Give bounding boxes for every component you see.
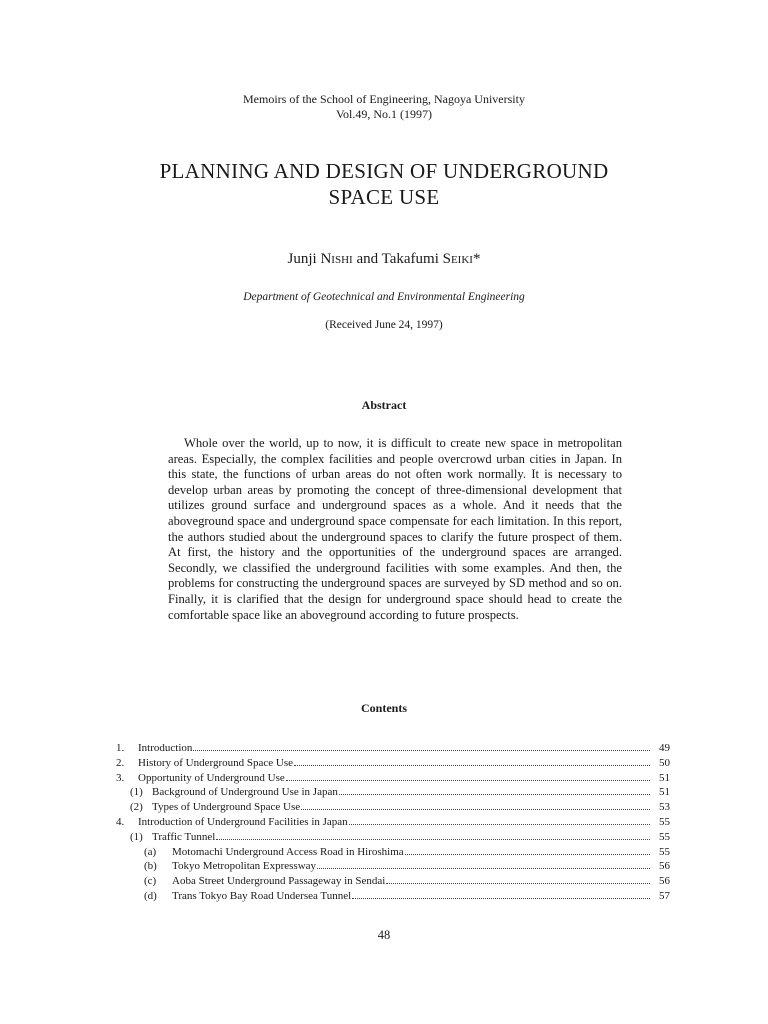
table-of-contents xyxy=(116,741,670,904)
toc-item-label: Opportunity of Underground Use xyxy=(138,771,285,784)
toc-item xyxy=(116,859,670,874)
toc-item-label: Introduction xyxy=(138,742,193,754)
toc-item-page: 55 xyxy=(659,830,670,843)
abstract-heading: Abstract xyxy=(361,398,407,412)
toc-leader-dots xyxy=(294,764,650,766)
toc-item xyxy=(116,800,670,815)
toc-item-number: 2. xyxy=(116,756,125,769)
toc-item-label: Aoba Street Underground Passageway in Sendai xyxy=(172,875,386,888)
toc-item-page: 51 xyxy=(659,786,670,799)
author-footnote-mark: * xyxy=(472,251,481,267)
toc-leader-dots xyxy=(349,823,650,825)
toc-leader-dots xyxy=(317,867,650,869)
toc-item-page: 49 xyxy=(659,742,670,754)
toc-item-label: Motomachi Underground Access Road in Hiroshima xyxy=(172,845,404,858)
toc-item-page: 50 xyxy=(659,756,670,769)
toc-leader-dots xyxy=(216,838,650,840)
author-line xyxy=(0,250,768,268)
toc-leader-dots xyxy=(193,749,650,751)
toc-leader-dots xyxy=(339,793,650,795)
toc-item xyxy=(116,741,670,756)
title-line-2: SPACE USE xyxy=(328,185,440,209)
author-and: and xyxy=(356,251,379,267)
toc-item-page: 53 xyxy=(659,801,670,814)
toc-item-page: 56 xyxy=(659,860,670,873)
journal-volume: Vol.49, No.1 (1997) xyxy=(335,107,433,121)
toc-leader-dots xyxy=(301,808,650,810)
toc-item xyxy=(116,830,670,845)
toc-leader-dots xyxy=(386,882,650,884)
toc-item-number: 4. xyxy=(116,815,125,828)
abstract-text: Whole over the world, up to now, it is difficult to create new space in metropolitan areas. Especially, the complex facilities and people overcrowd urban cities in Japan. In this state, the functions of urban areas do not often work normally. It is necessary to develop urban areas by promoting the concept of three-dimensional development that utilizes ground surface and underground spaces as a whole. And it needs that the aboveground space and underground space compensate for each limitation. In this report, the authors studied about the underground spaces to clarify the future prospect of them. At first, the history and the opportunities of the underground spaces are arranged. Secondly, we classified the underground facilities with some examples. And then, the problems for constructing the underground spaces are surveyed by SD method and so on. Finally, it is clarified that the design for underground space should head to create the comfortable space like an aboveground according to future prospects. xyxy=(168,436,622,622)
toc-item xyxy=(116,815,670,830)
toc-item-number: (1) xyxy=(130,830,143,843)
author-2-first: Takafumi xyxy=(381,251,439,267)
toc-item-number: (2) xyxy=(130,801,143,814)
toc-item-label: Traffic Tunnel xyxy=(152,830,216,843)
contents-heading: Contents xyxy=(360,701,407,715)
toc-item-page: 57 xyxy=(659,889,670,902)
toc-item-page: 51 xyxy=(659,771,670,784)
journal-name: Memoirs of the School of Engineering, Nagoya University xyxy=(243,92,525,106)
toc-item-page: 55 xyxy=(659,845,670,858)
toc-item xyxy=(116,874,670,889)
toc-item xyxy=(116,756,670,771)
toc-item-label: Tokyo Metropolitan Expressway xyxy=(172,860,317,873)
toc-item xyxy=(116,845,670,860)
title-line-1: PLANNING AND DESIGN OF UNDERGROUND xyxy=(159,159,609,183)
toc-item-label: Trans Tokyo Bay Road Undersea Tunnel xyxy=(172,889,352,902)
toc-leader-dots xyxy=(352,897,650,899)
paper-title xyxy=(0,158,768,210)
toc-item-number: (d) xyxy=(144,889,157,902)
journal-header xyxy=(0,92,768,122)
toc-item-label: History of Underground Space Use xyxy=(138,756,293,769)
toc-item-number: 3. xyxy=(116,771,125,784)
toc-item-number: (1) xyxy=(130,786,143,799)
toc-item-page: 56 xyxy=(659,875,670,888)
toc-leader-dots xyxy=(405,853,650,855)
toc-item-label: Types of Underground Space Use xyxy=(152,801,301,814)
page-number: 48 xyxy=(377,928,391,942)
department: Department of Geotechnical and Environmental Engineering xyxy=(243,291,525,303)
author-2-last: Seiki xyxy=(442,251,473,267)
author-1-first: Junji xyxy=(287,251,317,267)
toc-item-page: 55 xyxy=(659,815,670,828)
toc-item-number: (a) xyxy=(144,845,157,858)
toc-item-number: 1. xyxy=(116,742,125,754)
toc-item xyxy=(116,771,670,786)
toc-item-number: (c) xyxy=(144,875,157,888)
received-date: (Received June 24, 1997) xyxy=(325,319,443,331)
toc-item-number: (b) xyxy=(144,860,157,873)
toc-item xyxy=(116,889,670,904)
toc-item xyxy=(116,785,670,800)
toc-item-label: Introduction of Underground Facilities in Japan xyxy=(138,815,348,828)
toc-item-label: Background of Underground Use in Japan xyxy=(152,786,338,799)
toc-leader-dots xyxy=(286,779,650,781)
author-1-last: Nishi xyxy=(320,251,353,267)
